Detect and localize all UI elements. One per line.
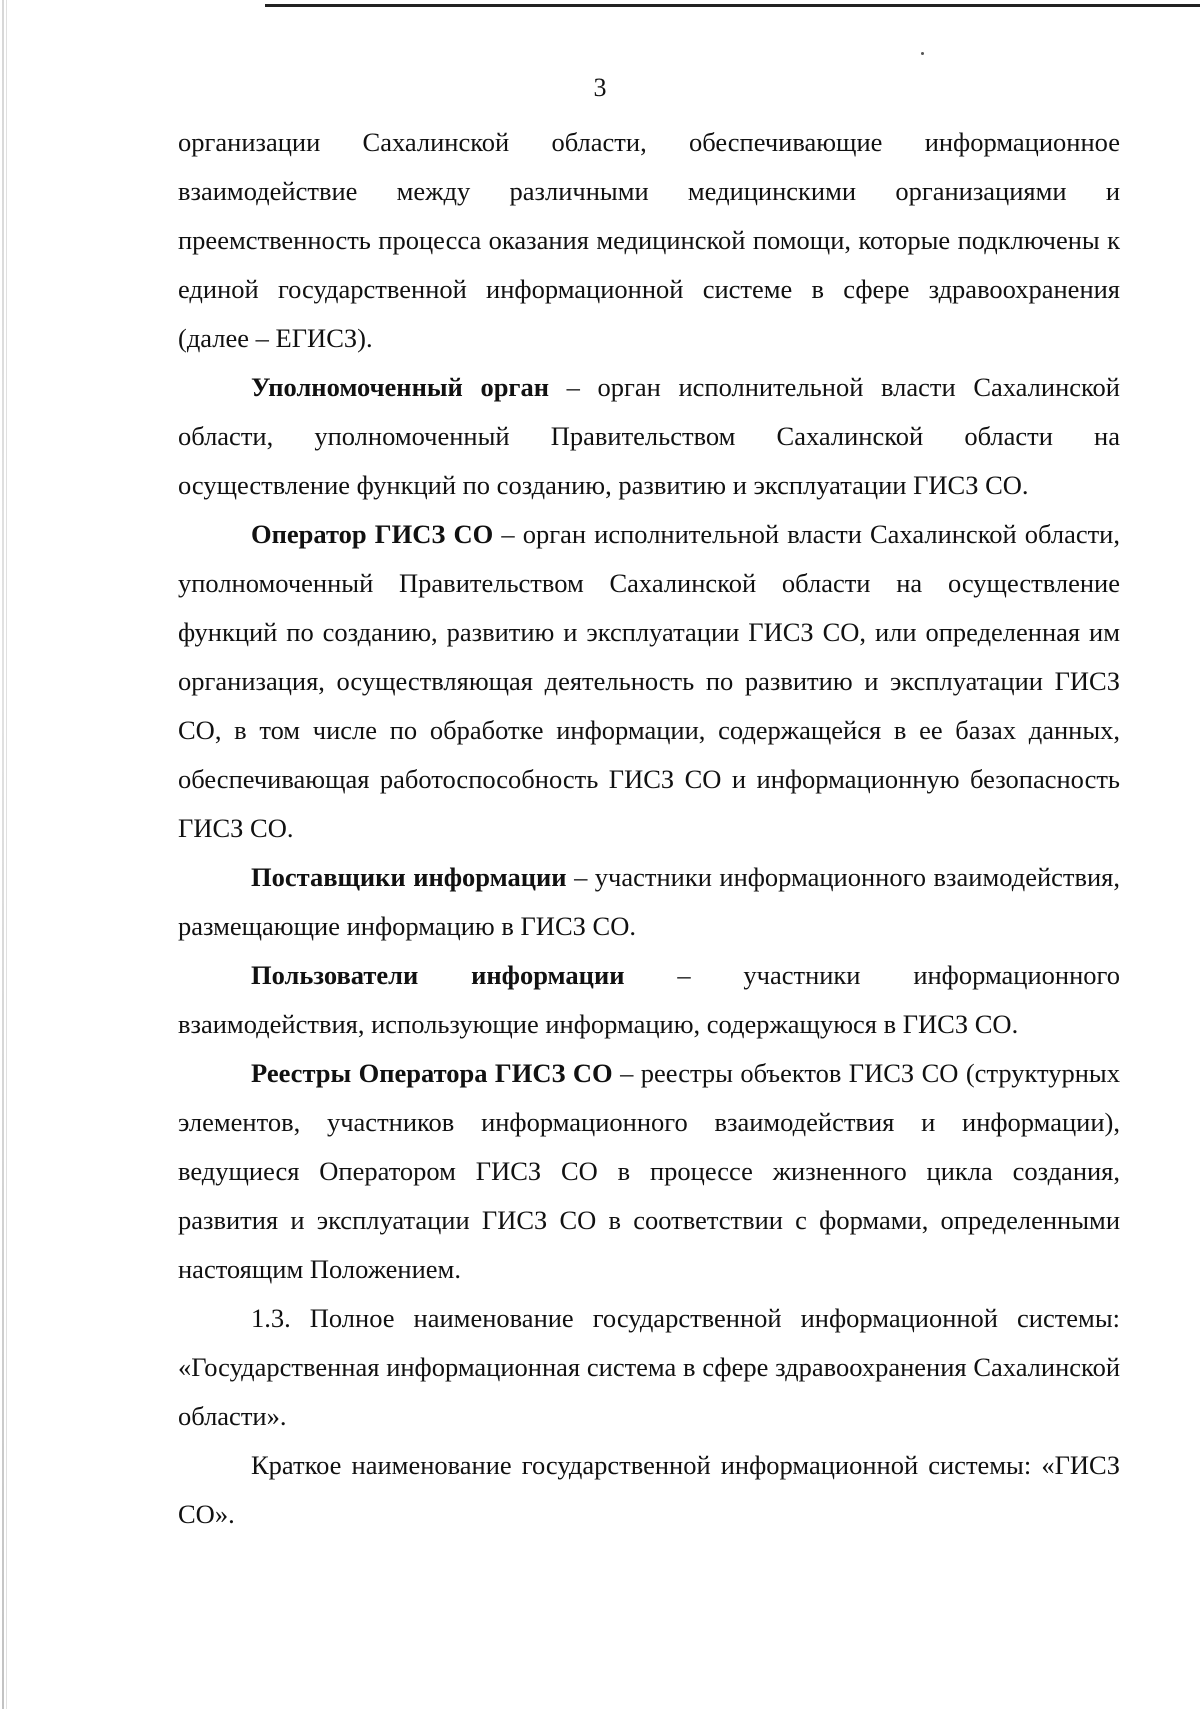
page-number: 3 (593, 73, 607, 102)
paragraph-text: 1.3. Полное наименование государственной информационной системы: «Государственная информационная система в сфере здравоохранения Сахалинской области». (178, 1303, 1120, 1431)
paragraph-text: – орган исполнительной власти Сахалинской области, уполномоченный Правительством Сахалинской области на осуществление функций по созданию, развитию и эксплуатации ГИСЗ СО. (178, 372, 1120, 500)
term-bold: Пользователи информации (251, 960, 625, 990)
paragraph-8 (178, 1441, 1120, 1539)
paragraph-text: – участники информационного взаимодействия, использующие информацию, содержащуюся в ГИСЗ СО. (178, 960, 1120, 1039)
scan-edge-top (265, 4, 1200, 7)
term-bold: Реестры Оператора ГИСЗ СО (251, 1058, 613, 1088)
term-bold: Оператор ГИСЗ СО (251, 519, 494, 549)
paragraph-6 (178, 1049, 1120, 1294)
paragraph-text: – участники информационного взаимодействия, размещающие информацию в ГИСЗ СО. (178, 862, 1120, 941)
paragraph-5 (178, 951, 1120, 1049)
paragraph-1 (178, 118, 1120, 363)
term-bold: Поставщики информации (251, 862, 567, 892)
paragraph-3 (178, 510, 1120, 853)
paragraph-4 (178, 853, 1120, 951)
document-body (178, 118, 1120, 1539)
scan-speck (921, 52, 924, 55)
paragraph-7 (178, 1294, 1120, 1441)
paragraph-text: организации Сахалинской области, обеспечивающие информационное взаимодействие между различными медицинскими организациями и преемственность процесса оказания медицинской помощи, которые подключены к единой государственной информационной системе в сфере здравоохранения (далее – ЕГИСЗ). (178, 127, 1120, 353)
scan-edge-left-inner (6, 0, 7, 1709)
paragraph-text: – реестры объектов ГИСЗ СО (структурных элементов, участников информационного взаимодействия и информации), ведущиеся Оператором ГИСЗ СО в процессе жизненного цикла создания, развития и эксплуатации ГИСЗ СО в соответствии с формами, определенными настоящим Положением. (178, 1058, 1120, 1284)
paragraph-text: Краткое наименование государственной информационной системы: «ГИСЗ СО». (178, 1450, 1120, 1529)
scan-edge-left (2, 0, 4, 1709)
term-bold: Уполномоченный орган (251, 372, 549, 402)
paragraph-2 (178, 363, 1120, 510)
paragraph-text: – орган исполнительной власти Сахалинской области, уполномоченный Правительством Сахалинской области на осуществление функций по созданию, развитию и эксплуатации ГИСЗ СО, или определенная им организация, осуществляющая деятельность по развитию и эксплуатации ГИСЗ СО, в том числе по обработке информации, содержащейся в ее базах данных, обеспечивающая работоспособность ГИСЗ СО и информационную безопасность ГИСЗ СО. (178, 519, 1120, 843)
